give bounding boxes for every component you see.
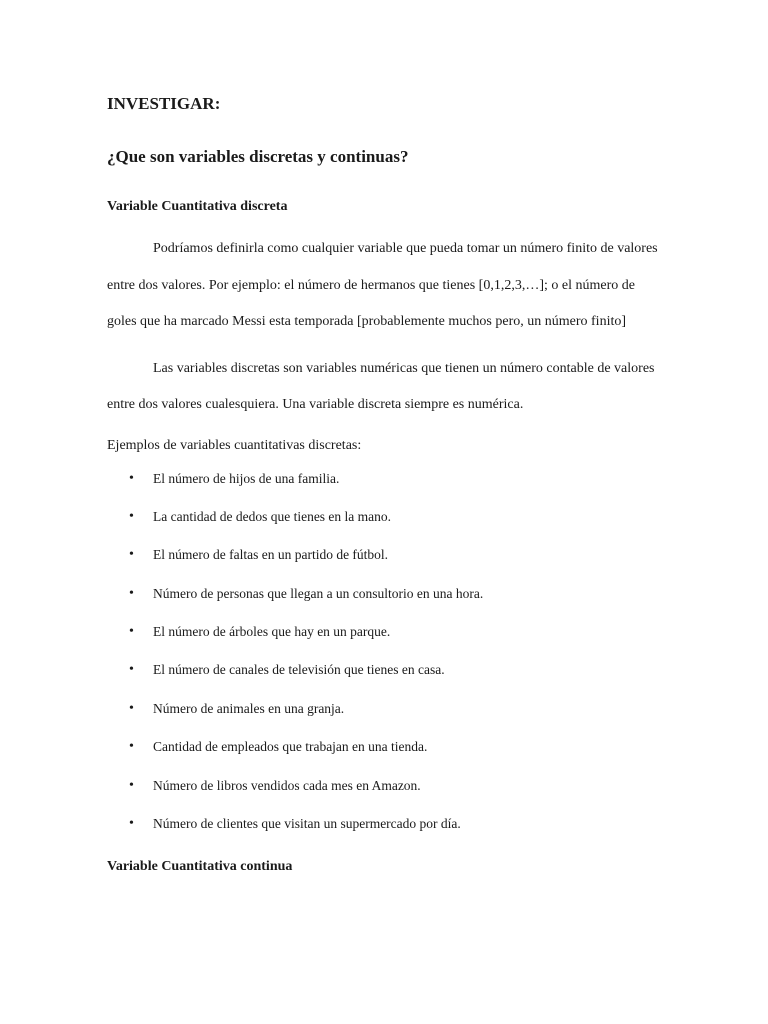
list-item: • La cantidad de dedos que tienes en la mano. — [107, 507, 667, 527]
list-item: • Número de animales en una granja. — [107, 699, 667, 719]
list-item: • Número de clientes que visitan un supermercado por día. — [107, 814, 667, 834]
section-heading-discrete: Variable Cuantitativa discreta — [107, 199, 288, 214]
section-heading-continuous: Variable Cuantitativa continua — [107, 859, 293, 875]
bullet-icon: • — [129, 816, 134, 832]
list-item: • Número de personas que llegan a un consultorio en una hora. — [107, 584, 667, 604]
document-title: INVESTIGAR: — [107, 94, 221, 113]
bullet-icon: • — [129, 662, 134, 678]
bullet-icon: • — [129, 700, 134, 716]
examples-list — [107, 469, 667, 835]
paragraph-description — [107, 351, 667, 424]
list-item: • Cantidad de empleados que trabajan en una tienda. — [107, 737, 667, 757]
list-item: • El número de árboles que hay en un parque. — [107, 622, 667, 642]
bullet-icon: • — [129, 739, 134, 755]
bullet-icon: • — [129, 777, 134, 793]
list-item: • El número de canales de televisión que tienes en casa. — [107, 660, 667, 680]
bullet-icon: • — [129, 508, 134, 524]
bullet-icon: • — [129, 470, 134, 486]
question-heading: ¿Que son variables discretas y continuas? — [107, 147, 409, 166]
paragraph-description-text: Las variables discretas son variables numéricas que tienen un número contable de valores entre dos valores cualesquiera. Una variable discreta siempre es numérica. — [107, 360, 655, 412]
bullet-icon: • — [129, 585, 134, 601]
paragraph-definition-text: Podríamos definirla como cualquier variable que pueda tomar un número finito de valores entre dos valores. Por ejemplo: el número de hermanos que tienes [0,1,2,3,…]; o el número de goles que ha marcado Messi esta temporada [probablemente muchos pero, un número finito] — [107, 241, 658, 329]
examples-intro: Ejemplos de variables cuantitativas discretas: — [107, 437, 362, 453]
list-item: • Número de libros vendidos cada mes en Amazon. — [107, 776, 667, 796]
bullet-icon: • — [129, 547, 134, 563]
list-item: • El número de hijos de una familia. — [107, 469, 667, 489]
list-item: • El número de faltas en un partido de fútbol. — [107, 545, 667, 565]
paragraph-definition — [107, 231, 667, 341]
bullet-icon: • — [129, 624, 134, 640]
document-content — [107, 92, 667, 877]
